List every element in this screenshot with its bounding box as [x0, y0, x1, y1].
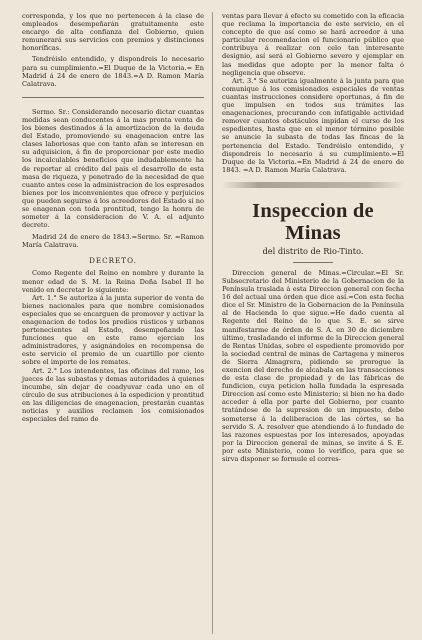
paragraph: Art. 2.° Los intendentes, las oficinas del ramo, los jueces de las subastas y demas autoridades á quienes incumbe, sin dejar de coadyuvar cada uno en el círculo de sus atribuciones á la espedicion y prontitud en las diligencias de enagenacion, prestarán cuantas noticias y auxilios reclamen los comisionados especiales del ramo de: [22, 366, 204, 424]
paragraph: corresponda, y los que no pertenecen á la clase de empleados desempeñarán gratuitamente este encargo de alta confianza del Gobierno, quien remunerará sus servicios con premios y distinciones honoríficas.: [22, 12, 204, 53]
title-separator: [293, 262, 333, 263]
paragraph: Tendréislo entendido, y dispondreis lo necesario para su cumplimiento.=El Duque de la Victoria.= En Madrid á 24 de enero de 1843.=A D. Ramon María Calatrava.: [22, 55, 204, 88]
section-subtitle: del distrito de Rio-Tinto.: [262, 245, 364, 256]
paragraph: ventas para llevar á efecto su cometido con la eficacia que reclama la importancia de este servicio, en el concepto de que así como se hará acreedor á una particular recomendacion el funcionario público que contribuya á realizar con celo tan interesante designio, así será el Gobierno severo y ejemplar en las medidas que adopte por la menor falta ó negligencia que observe.: [222, 12, 404, 77]
paragraph: Direccion general de Minas.=Circular.=El Sr. Subsecretario del Ministerio de la Gobernacion de la Península traslada á esta Direccion general con fecha 16 del actual una órden que dice así.=Con esta fecha dice el Sr. Ministro de la Gobernacion de la Península al de Hacienda lo que sigue.=He dado cuenta al Regente del Reino de lo que S. E. se sirve manifestarme de órden de S. A. en 30 de diciembre último, trasladando el informe de la Direccion general de Rentas Unidas, sobre el espediente promovido por la sociedad central de minas de Cartagena y mineros de Sierra Almagrera, pidiendo se prorogue la exencion del derecho de alcabala en las transacciones de esta clase de propiedad y de las fábricas de fundicion, cuya peticion halla fundada la espresada Direccion así como este Ministerio; si bien no ha dado acceder á ella por parte del Gobierno, por cuanto tratándose de la supresion de un impuesto, debe someterse á la deliberacion de las córtes, se ha servido S. A. resolver que atendiendo á lo fundado de las razones espuestas por los interesados, apoyadas por la Direccion general de minas, se invite á S. E. por este Ministerio, como lo verifico, para que se sirva disponer se formule el corres-: [222, 268, 404, 464]
column-divider: [212, 12, 213, 634]
section-separator: [22, 97, 204, 98]
section-title: Inspeccion de Minas: [252, 199, 374, 244]
paragraph: Art. 3.° Se autoriza igualmente á la junta para que comunique á los comisionados especiales de ventas cuantas instrucciones considere oportunas, á fin de que impulsen en todos sus trámites las enagenaciones, procurando con infatigable actividad remover cuantos obstáculos impidan el curso de los espedientes, hasta que en el menor término posible se anuncie la subasta de todas las fincas de la pertenencia del Estado. Tendréislo entendido, y dispondreis lo necesario á su cumplimiento.=El Duque de la Victoria.=En Madrid á 24 de enero de 1843. =A D. Ramon María Calatrava.: [222, 76, 404, 174]
left-column: [22, 12, 204, 423]
ink-smudge: [222, 182, 404, 188]
ink-smudge-area: [222, 174, 404, 192]
right-column: [222, 12, 404, 463]
paragraph: Art. 1.° Se autoriza á la junta superior de venta de bienes nacionales para que nombre comisionados especiales que se encarguen de promover y activar la enagenacion de todos los predios rústicos y urbanos pertenecientes al Estado, desempeñando las funciones que en este ramo ejercian los administradores, y asignándoles en recompensa de este servicio el premio de un cuartillo por ciento sobre el importe de los remates.: [22, 293, 204, 367]
decreto-heading: DECRETO.: [89, 256, 137, 266]
paragraph: Sermo. Sr.: Considerando necesario dictar cuantas medidas sean conducentes á la mas pronta venta de los bienes destinados á la amortizacion de la deuda del Estado, promoviendo su enagenacion entre las clases laboriosas que con tanto afan se interesan en su adquisicion, á fin de proporcionar por este medio los incalculables beneficios que indudablemente ha de reportar al crédito del pais el desarrollo de esta masa de riqueza, y penetrado de la necesidad de que cuanto antes cese la administracion de los espresados bienes por los inconvenientes que ofrece y perjuicios que pueden seguirse á los acreedores del Estado si no se enagenan con toda prontitud, tengo la honra de someter á la consideracion de V. A. el adjunto decreto.: [22, 107, 204, 230]
paragraph: Madrid 24 de enero de 1843.=Sermo. Sr. =Ramon María Calatrava.: [22, 233, 204, 250]
paragraph: Como Regente del Reino en nombre y durante la menor edad de S. M. la Reina Doña Isabel II he venido en decretar lo siguiente:: [22, 269, 204, 294]
